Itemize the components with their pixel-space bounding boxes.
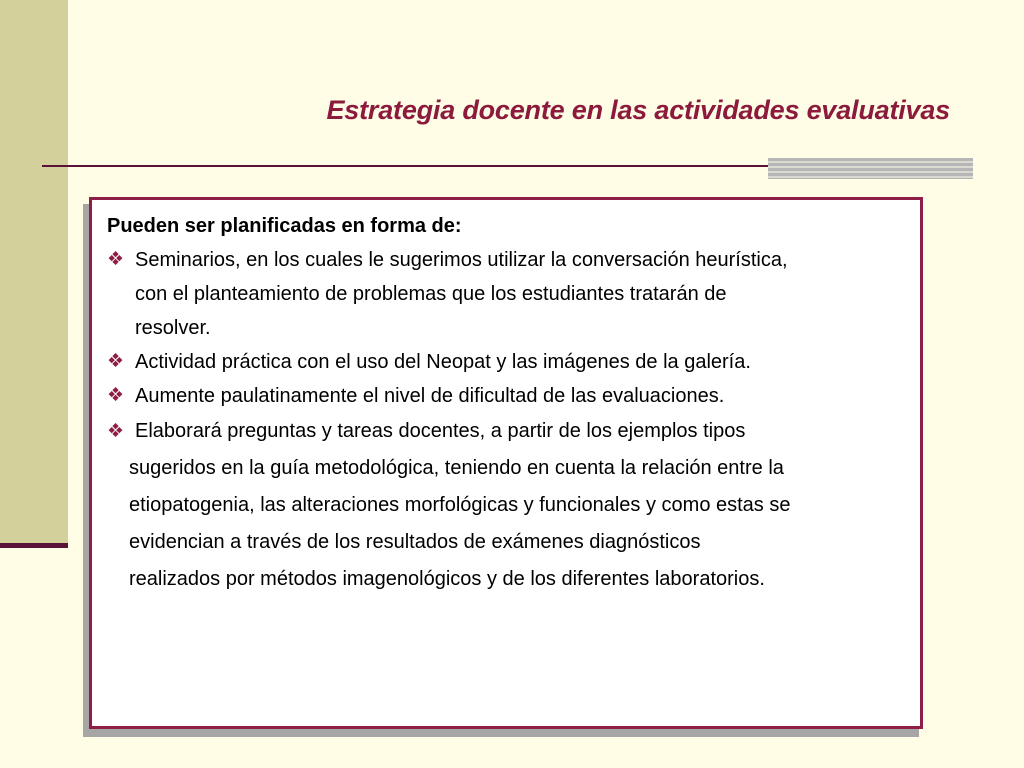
title-divider [42,165,774,167]
list-item-actividad [107,345,907,379]
diamond-bullet-icon: ❖ [107,421,125,442]
diamond-bullet-icon: ❖ [107,249,125,270]
list-item-line: Actividad práctica con el uso del Neopat y las imágenes de la galería. [135,351,751,373]
list-item-aumente [107,379,907,413]
list-item-line: con el planteamiento de problemas que los estudiantes tratarán de [135,283,727,305]
list-item-line: Aumente paulatinamente el nivel de dificultad de las evaluaciones. [135,385,725,407]
list-item-line: Elaborará preguntas y tareas docentes, a partir de los ejemplos tipos [135,420,746,442]
decorative-gray-block [768,158,973,179]
diamond-bullet-icon: ❖ [107,385,125,406]
content-text [107,209,907,598]
list-item-line: resolver. [135,317,211,339]
list-item-line: etiopatogenia, las alteraciones morfológicas y funcionales y como estas se [129,494,791,516]
list-item-seminarios [107,243,907,345]
list-item-line: Seminarios, en los cuales le sugerimos utilizar la conversación heurística, [135,249,788,271]
content-heading: Pueden ser planificadas en forma de: [107,215,462,237]
list-item-line: sugeridos en la guía metodológica, teniendo en cuenta la relación entre la [129,457,784,479]
left-bar-underline [0,543,68,548]
diamond-bullet-icon: ❖ [107,351,125,372]
list-item-elaborara [107,413,907,598]
content-box [89,197,923,729]
slide-title: Estrategia docente en las actividades evaluativas [326,95,950,125]
list-item-line: evidencian a través de los resultados de exámenes diagnósticos [129,531,701,553]
list-item-line: realizados por métodos imagenológicos y de los diferentes laboratorios. [129,568,765,590]
left-decorative-bar [0,0,68,545]
